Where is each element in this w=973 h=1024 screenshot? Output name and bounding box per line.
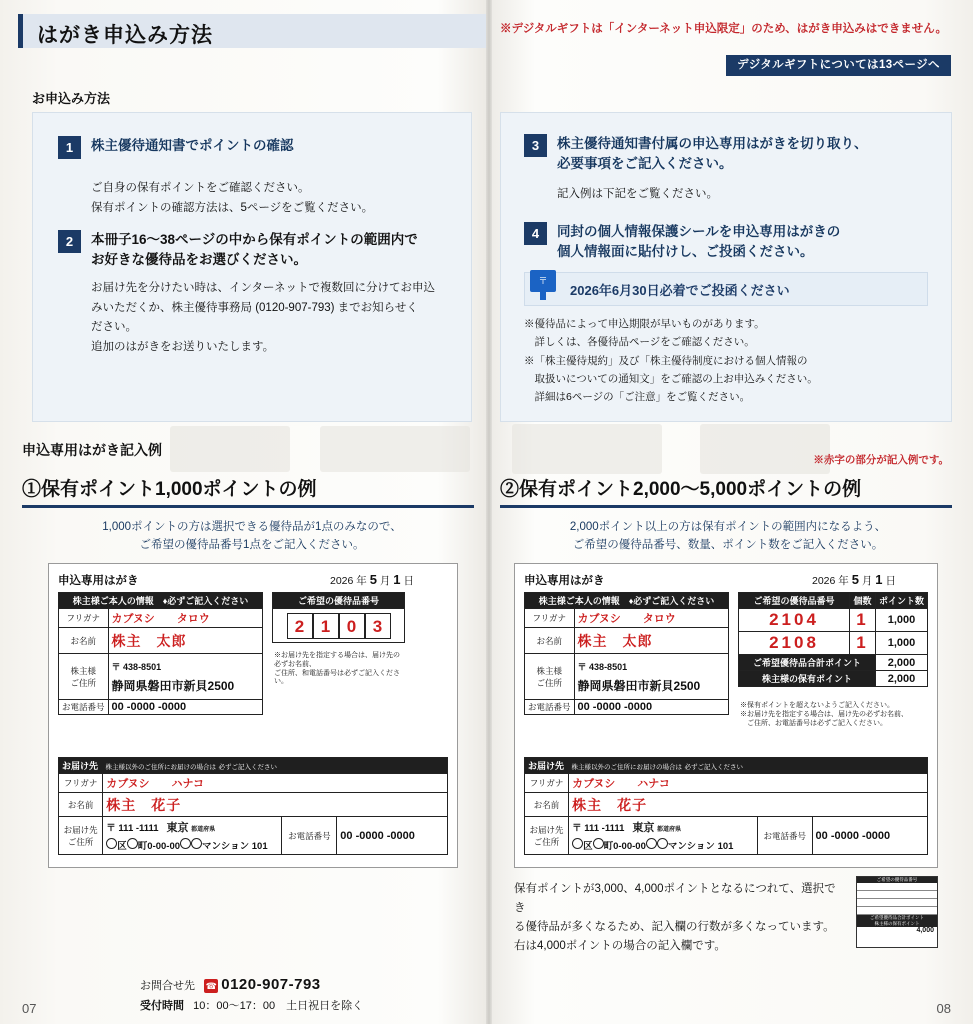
card-a-footnote-2: ご住所、和電話番号は必ずご記入ください。 xyxy=(274,669,400,686)
card-b-line-mansion[interactable]: マンション 101 xyxy=(667,841,734,852)
card-b-line-num[interactable]: 0-00-00 xyxy=(613,841,646,852)
circle-marker-3 xyxy=(180,838,191,849)
card-b-total-label: ご希望優待品合計ポイント xyxy=(739,655,876,671)
card-a-name-value[interactable]: 株主 太郎 xyxy=(108,628,262,654)
mini-row-4 xyxy=(857,907,937,915)
card-a-deliver-pref-unit: 都道府県 xyxy=(191,827,216,833)
card-a-deliver-name-value[interactable]: 株主 花子 xyxy=(103,793,448,817)
footer-hours-label: 受付時間 xyxy=(140,1000,184,1013)
card-b-header-qty: 個数 xyxy=(850,593,876,609)
card-a-digit-2[interactable]: 1 xyxy=(313,613,339,639)
card-b-deliver-header-label: お届け先 xyxy=(528,761,565,771)
card-b-address-value[interactable]: 静岡県磐田市新貝2500 xyxy=(577,678,701,693)
card-b-total-value[interactable]: 2,000 xyxy=(875,655,927,671)
circle-marker-4 xyxy=(191,838,202,849)
card-b-owner-table xyxy=(524,592,729,715)
circle-marker-2 xyxy=(127,838,138,849)
card-b-row-1-digit-1[interactable]: 2 xyxy=(769,610,782,629)
card-b-footnotes xyxy=(740,702,930,728)
step-2 xyxy=(58,230,463,357)
card-a-deliver-header xyxy=(59,758,448,774)
card-b-row-2[interactable] xyxy=(739,632,928,655)
card-a-tel-value[interactable]: 00 -0000 -0000 xyxy=(108,700,262,715)
card-b-footnote-3: ご住所、お電話番号は必ずご記入ください。 xyxy=(740,719,887,727)
example-section-label: 申込専用はがき記入例 xyxy=(22,442,162,458)
step-4-title-line2: 個人情報面に貼付けし、ご投函ください。 xyxy=(557,243,814,259)
card-b-row-2-digit-4[interactable]: 8 xyxy=(806,633,819,652)
note-3: ※「株主優待規約」及び「株主優待制度における個人情報の xyxy=(524,354,808,367)
card-a-address-label xyxy=(59,654,109,700)
example-a-note xyxy=(42,518,462,555)
card-b-row-1-digit-2[interactable]: 1 xyxy=(781,610,794,629)
card-b-row-2-qty[interactable]: 1 xyxy=(850,632,876,655)
card-b-year: 2026 xyxy=(812,575,836,587)
card-a-day: 1 xyxy=(393,572,401,587)
step-2-title-line1: 本冊子16〜38ページの中から保有ポイントの範囲内で xyxy=(91,232,418,247)
footer-contact xyxy=(140,972,600,1016)
card-a-deliver-tel-label: お電話番号 xyxy=(282,817,337,855)
card-b-deliver-furigana-label: フリガナ xyxy=(525,774,569,793)
right-bottom-explanation xyxy=(514,880,844,956)
step-1 xyxy=(58,136,458,218)
step-3-body-line1: 記入例は下記をご覧ください。 xyxy=(557,188,718,201)
card-a-deliver-header-label: お届け先 xyxy=(62,761,99,771)
card-b-owner-header: 株主様ご本人の情報 ♦必ずご記入ください xyxy=(525,593,729,609)
card-a-date xyxy=(330,572,414,588)
card-a-deliver-postal-mark: 〒 xyxy=(106,823,116,834)
card-a-name-label: お名前 xyxy=(59,628,109,654)
card-b-month: 5 xyxy=(851,572,859,587)
card-b-hold-label: 株主様の保有ポイント xyxy=(739,671,876,687)
card-b-deliver-pref-unit: 都道府県 xyxy=(656,827,681,833)
note-1: ※優待品によって申込期限が早いものがあります。 xyxy=(524,318,765,330)
card-a-address-label-2: ご住所 xyxy=(70,677,97,688)
card-a-deliver-furigana-label: フリガナ xyxy=(59,774,103,793)
card-a-line-machi: 町 xyxy=(137,841,148,852)
card-a-line-mansion[interactable]: マンション 101 xyxy=(202,841,268,852)
card-b-deliver-header xyxy=(525,758,928,774)
card-b-row-2-digit-1[interactable]: 2 xyxy=(769,633,782,652)
card-b-month-unit: 月 xyxy=(861,575,873,587)
card-a-postal-value[interactable]: 438-8501 xyxy=(123,661,162,672)
card-a-furigana-value[interactable]: カブヌシ タロウ xyxy=(108,609,262,628)
card-a-address-cell[interactable] xyxy=(108,654,262,700)
card-b-deliver-tel-value[interactable]: 00 -0000 -0000 xyxy=(812,817,927,855)
card-b-address-label xyxy=(525,654,575,700)
card-b-title: 申込専用はがき xyxy=(524,575,605,587)
mini-total-label: ご希望優待品合計ポイント xyxy=(857,915,937,921)
card-b-line-machi: 町 xyxy=(603,841,614,852)
card-a-month-unit: 月 xyxy=(379,575,391,587)
card-b-day-unit: 日 xyxy=(885,575,896,587)
example-b-note xyxy=(508,518,948,555)
card-b-row-2-digit-2[interactable]: 1 xyxy=(781,633,794,652)
card-a-owner-header: 株主様ご本人の情報 ♦必ずご記入ください xyxy=(59,593,263,609)
circle-marker-1 xyxy=(106,838,117,849)
card-b-year-unit: 年 xyxy=(838,575,849,587)
rb-line-1: 保有ポイントが3,000、4,000ポイントとなるにつれて、選択でき xyxy=(514,883,836,914)
card-a-deliver-note-2: 必ずご記入ください xyxy=(218,764,278,771)
card-a-digit-4[interactable]: 3 xyxy=(365,613,391,639)
card-b-footnote-1: ※保有ポイントを超えないようご記入ください。 xyxy=(740,702,894,709)
mini-sample-table xyxy=(856,876,938,948)
card-b-deliver-addr-label xyxy=(525,817,569,855)
rb-line-3: 右は4,000ポイントの場合の記入欄です。 xyxy=(514,939,726,952)
card-a-digit-3[interactable]: 0 xyxy=(339,613,365,639)
card-b-row-2-digit-3[interactable]: 0 xyxy=(794,633,807,652)
page-title: はがき申込み方法 xyxy=(37,24,213,47)
card-b-postal-value[interactable]: 438-8501 xyxy=(589,661,628,672)
card-b-deliver-pref[interactable]: 東京 xyxy=(632,822,655,834)
card-a-deliver-furigana-value[interactable]: カブヌシ ハナコ xyxy=(103,774,448,793)
example-a-note-line1: 1,000ポイントの方は選択できる優待品が1点のみなので、 xyxy=(102,521,402,533)
footer-hours: 10：00〜17：00 土日祝日を除く xyxy=(193,1000,364,1013)
example-b-note-line2: ご希望の優待品番号、数量、ポイント数をご記入ください。 xyxy=(572,539,884,552)
card-b-day: 1 xyxy=(875,572,883,587)
decor-block-3 xyxy=(512,424,662,474)
card-b-postal-mark: 〒 xyxy=(577,661,587,672)
step-1-body-line2: 保有ポイントの確認方法は、5ページをご覧ください。 xyxy=(91,201,374,214)
note-2: 詳しくは、各優待品ページをご確認ください。 xyxy=(524,336,755,349)
decor-block-1 xyxy=(170,426,290,472)
footer-tel: 0120-907-793 xyxy=(221,975,321,993)
card-a-deliver-addr-label-1: お届け先 xyxy=(63,824,98,835)
card-b-row-1-points[interactable]: 1,000 xyxy=(875,609,927,632)
step-2-body-line2: みいただくか、株主優待事務局 (0120-907-793) までお知らせく xyxy=(91,301,418,314)
note-5: 詳細は6ページの「ご注意」をご覧ください。 xyxy=(524,391,751,404)
red-example-note: ※赤字の部分が記入例です。 xyxy=(813,454,949,466)
card-b-row-1-digit-3[interactable]: 0 xyxy=(794,610,807,629)
step-1-title: 株主優待通知書でポイントの確認 xyxy=(91,138,294,153)
mini-sample-header: ご希望の優待品番号 xyxy=(857,877,937,883)
card-b-line-ku: 区 xyxy=(583,841,593,852)
step-3-number: 3 xyxy=(524,134,547,157)
page-number-left: 07 xyxy=(22,1001,37,1016)
card-a-postal-mark: 〒 xyxy=(111,661,121,672)
card-a-product-header: ご希望の優待品番号 xyxy=(273,593,405,609)
footer-contact-label: お問合せ先 xyxy=(140,979,195,992)
circle-marker-6 xyxy=(593,838,604,849)
step-3-title-line2: 必要事項をご記入ください。 xyxy=(557,155,733,171)
step-2-title-line2: お好きな優待品をお選びください。 xyxy=(91,251,307,267)
note-4: 取扱いについての通知文」をご確認の上お申込みください。 xyxy=(524,372,818,385)
deadline-text: 2026年6月30日必着でご投函ください xyxy=(570,283,790,298)
card-b-deliver-tel-label: お電話番号 xyxy=(757,817,812,855)
postbox-icon: 〒 xyxy=(530,270,556,300)
card-b-deliver-addr-label-2: ご住所 xyxy=(533,836,560,847)
card-a-digit-1[interactable]: 2 xyxy=(287,613,313,639)
notes-list xyxy=(524,316,939,408)
example-a-note-line2: ご希望の優待品番号1点をご記入ください。 xyxy=(139,539,365,552)
card-a-deliver-pref[interactable]: 東京 xyxy=(166,822,189,834)
card-b-name-value[interactable]: 株主 太郎 xyxy=(574,628,728,654)
card-a-footnotes xyxy=(274,652,406,687)
step-2-body-line1: お届け先を分けたい時は、インターネットで複数回に分けてお申込 xyxy=(91,282,435,295)
card-b-row-2-points[interactable]: 1,000 xyxy=(875,632,927,655)
card-b-deliver-name-value[interactable]: 株主 花子 xyxy=(569,793,928,817)
circle-marker-7 xyxy=(646,838,657,849)
circle-marker-5 xyxy=(572,838,583,849)
card-b-deliver-name-label: お名前 xyxy=(525,793,569,817)
example-b-note-line1: 2,000ポイント以上の方は保有ポイントの範囲内になるよう、 xyxy=(569,521,887,533)
step-1-number: 1 xyxy=(58,136,81,159)
card-a-year: 2026 xyxy=(330,575,354,587)
decor-block-4 xyxy=(700,424,830,474)
card-a-deliver-table xyxy=(58,757,448,855)
card-a-digits[interactable] xyxy=(273,609,405,643)
phone-icon: ☎ xyxy=(205,980,217,991)
mini-row-2 xyxy=(857,891,937,899)
card-b-deliver-furigana-value[interactable]: カブヌシ ハナコ xyxy=(569,774,928,793)
card-a-month: 5 xyxy=(369,572,377,587)
card-b-address-label-2: ご住所 xyxy=(536,677,563,688)
card-b-deliver-addr-cell[interactable] xyxy=(569,817,758,855)
card-b-deliver-note-2: 必ずご記入ください xyxy=(684,764,744,771)
page-title-banner xyxy=(18,14,486,48)
decor-block-2 xyxy=(320,426,470,472)
card-b-header-points: ポイント数 xyxy=(875,593,927,609)
card-a-deliver-addr-label xyxy=(59,817,103,855)
card-b-deliver-postal-value[interactable]: 111 -1111 xyxy=(584,823,625,834)
step-2-number: 2 xyxy=(58,230,81,253)
card-a-line-ku: 区 xyxy=(117,841,127,852)
circle-marker-8 xyxy=(657,838,668,849)
card-b-footnote-2: ※お届け先を指定する場合は、届け先の必ずお名前、 xyxy=(740,710,908,718)
example-b-heading: ②保有ポイント2,000〜5,000ポイントの例 xyxy=(500,474,952,508)
mini-row-3 xyxy=(857,899,937,907)
mini-hold-label: 株主様の保有ポイント xyxy=(857,921,937,927)
card-a-year-unit: 年 xyxy=(356,575,367,587)
card-b-header-product: ご希望の優待品番号 xyxy=(739,593,850,609)
card-a-deliver-postal-value[interactable]: 111 -1111 xyxy=(118,823,159,834)
rb-line-2: る優待品が多くなるため、記入欄の行数が多くなっています。 xyxy=(514,920,835,933)
card-a-address-label-1: 株主様 xyxy=(70,665,97,676)
card-a-deliver-addr-cell[interactable] xyxy=(103,817,282,855)
step-4-title-line1: 同封の個人情報保護シールを申込専用はがきの xyxy=(557,224,841,239)
card-b-tel-label: お電話番号 xyxy=(525,700,575,715)
card-a-deliver-note-1: 株主様以外のご住所にお届けの場合は xyxy=(105,764,217,771)
book-spine xyxy=(486,0,492,1024)
digital-gift-notice: ※デジタルギフトは「インターネット申込限定」のため、はがき申込みはできません。 xyxy=(500,23,948,35)
apply-method-label: お申込み方法 xyxy=(32,91,111,106)
step-1-body-line1: ご自身の保有ポイントをご確認ください。 xyxy=(91,182,310,194)
card-b-deliver-table xyxy=(524,757,928,855)
card-a-line-num[interactable]: 0-00-00 xyxy=(147,841,181,852)
card-b-furigana-value[interactable]: カブヌシ タロウ xyxy=(574,609,728,628)
card-b-tel-value[interactable]: 00 -0000 -0000 xyxy=(574,700,728,715)
card-b-furigana-label: フリガナ xyxy=(525,609,575,628)
card-a-footnote-1: ※お届け先を指定する場合は、届け先の必ずお名前、 xyxy=(274,652,400,668)
card-b-product-table xyxy=(738,592,928,687)
step-4-number: 4 xyxy=(524,222,547,245)
card-a-deliver-addr-label-2: ご住所 xyxy=(67,836,94,847)
step-3-title-line1: 株主優待通知書付属の申込専用はがきを切り取り、 xyxy=(557,136,868,151)
step-4 xyxy=(524,222,944,261)
card-a-deliver-tel-value[interactable]: 00 -0000 -0000 xyxy=(337,817,448,855)
card-a-furigana-label: フリガナ xyxy=(59,609,109,628)
card-b-row-1-qty[interactable]: 1 xyxy=(850,609,876,632)
mini-hold-value: 4,000 xyxy=(916,927,934,934)
card-b-row-1-digits[interactable] xyxy=(739,609,850,632)
step-3 xyxy=(524,134,944,205)
card-b-deliver-addr-label-1: お届け先 xyxy=(529,824,564,835)
card-a-title: 申込専用はがき xyxy=(58,575,139,587)
card-b-address-cell[interactable] xyxy=(574,654,728,700)
card-a-deliver-addr-line[interactable] xyxy=(106,835,278,852)
example-a-heading: ①保有ポイント1,000ポイントの例 xyxy=(22,474,474,508)
page-number-right: 08 xyxy=(936,1001,951,1016)
card-b-name-label: お名前 xyxy=(525,628,575,654)
digital-gift-link-bar[interactable]: デジタルギフトについては13ページへ xyxy=(726,55,951,76)
card-b-date xyxy=(812,572,896,588)
card-a-address-value[interactable]: 静岡県磐田市新貝2500 xyxy=(111,678,235,693)
card-b-row-2-digits[interactable] xyxy=(739,632,850,655)
step-2-body-line3: ださい。 xyxy=(91,321,137,334)
card-b-row-1[interactable] xyxy=(739,609,928,632)
card-a-owner-table xyxy=(58,592,263,715)
card-b-address-label-1: 株主様 xyxy=(536,665,563,676)
card-a-product-table xyxy=(272,592,405,643)
card-b-deliver-postal-mark: 〒 xyxy=(572,823,582,834)
mini-row-1 xyxy=(857,883,937,891)
card-a-deliver-name-label: お名前 xyxy=(59,793,103,817)
card-b-row-1-digit-4[interactable]: 4 xyxy=(806,610,819,629)
card-b-deliver-addr-line[interactable] xyxy=(572,835,754,852)
card-b-deliver-note-1: 株主様以外のご住所にお届けの場合は xyxy=(571,764,683,771)
step-2-body-line4: 追加のはがきをお送りいたします。 xyxy=(91,340,275,353)
card-a-tel-label: お電話番号 xyxy=(59,700,109,715)
card-b-hold-value[interactable]: 2,000 xyxy=(875,671,927,687)
card-a-day-unit: 日 xyxy=(403,575,414,587)
